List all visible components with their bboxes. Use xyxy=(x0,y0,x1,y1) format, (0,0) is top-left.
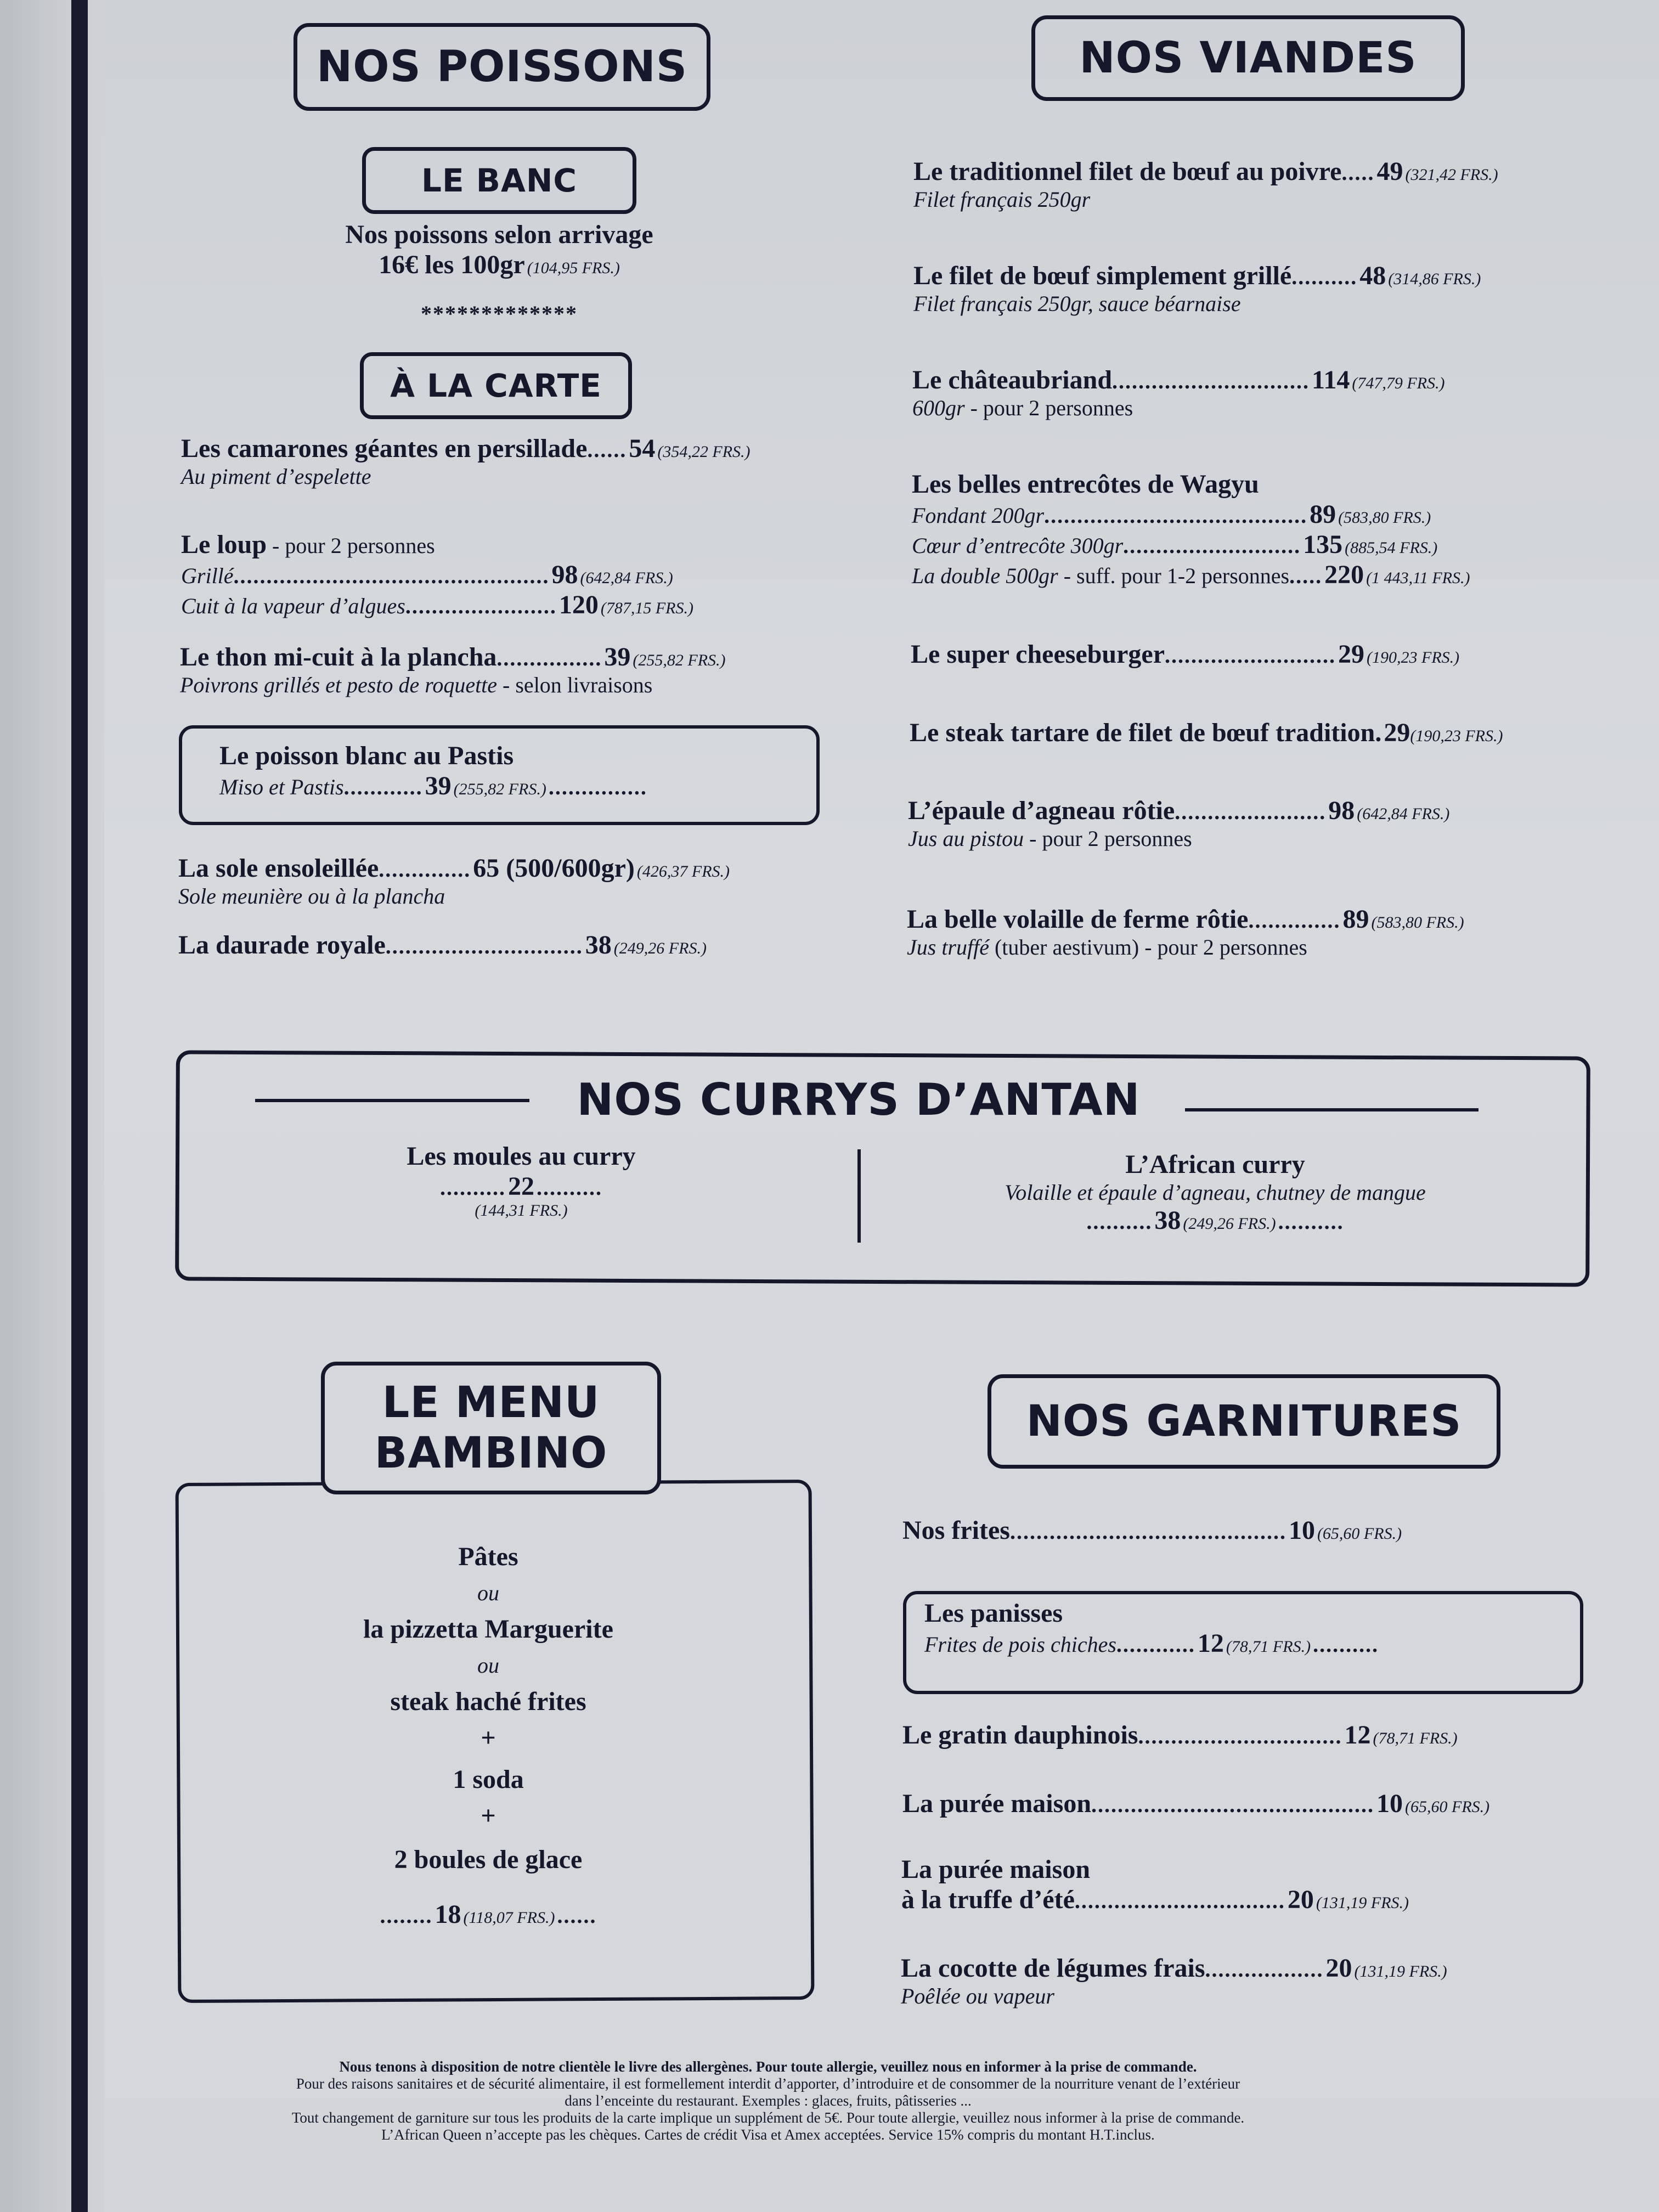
variant-label: Cœur d’entrecôte 300gr xyxy=(912,533,1124,558)
variant-note: - suff. pour 1-2 personnes xyxy=(1058,563,1290,588)
leader-dots: .......... xyxy=(1313,1632,1379,1657)
item-cocotte xyxy=(901,1953,1447,2009)
item-frs: (354,22 FRS.) xyxy=(657,443,751,461)
item-name: L’African curry xyxy=(1125,1150,1305,1179)
variant-frs: (1 443,11 FRS.) xyxy=(1366,569,1470,587)
item-desc: Jus truffé xyxy=(907,935,989,960)
leader-dots: ................................................ xyxy=(233,563,550,588)
bambino-price: 18 xyxy=(435,1900,461,1929)
poissons-heading xyxy=(294,23,710,111)
leader-dots: ..... xyxy=(1341,160,1375,185)
item-desc: Sole meunière ou à la plancha xyxy=(178,884,445,909)
item-frites xyxy=(902,1515,1402,1545)
menu-spine xyxy=(0,0,104,2212)
garnitures-heading xyxy=(988,1374,1500,1469)
item-name: Le super cheeseburger xyxy=(911,640,1165,669)
item-moules xyxy=(340,1141,702,1220)
variant-price: 135 xyxy=(1303,530,1343,559)
footer-line: Tout changement de garniture sur tous les produits de la carte implique un supplément de 5€. Pour toute allergie, veuillez nous informer à la prise de commande. xyxy=(291,2109,1245,2126)
item-frs: (65,60 FRS.) xyxy=(1405,1798,1490,1816)
item-name: La sole ensoleillée xyxy=(178,854,379,883)
item-note: - pour 2 personnes xyxy=(964,396,1133,420)
item-frs: (131,19 FRS.) xyxy=(1316,1894,1409,1912)
leader-dots: ...... xyxy=(557,1903,597,1928)
item-name: La daurade royale xyxy=(178,930,386,960)
item-loup xyxy=(181,529,693,620)
item-frs: (144,31 FRS.) xyxy=(475,1201,568,1220)
bambino-plus: + xyxy=(481,1723,496,1752)
item-price: 20 xyxy=(1287,1885,1314,1914)
item-price: 10 xyxy=(1288,1516,1315,1545)
item-name: Le gratin dauphinois xyxy=(902,1720,1138,1750)
item-desc: 600gr xyxy=(912,396,965,420)
item-price: 22 xyxy=(508,1172,534,1201)
item-puree-truffe xyxy=(901,1854,1409,1915)
carte-heading xyxy=(360,352,632,419)
item-price: 48 xyxy=(1359,261,1386,290)
leader-dots: .............. xyxy=(1248,908,1341,933)
item-name: La purée maison xyxy=(901,1855,1091,1884)
item-desc: Frites de pois chiches xyxy=(924,1632,1116,1657)
bambino-option: steak haché frites xyxy=(390,1687,586,1716)
footer-line: Pour des raisons sanitaires et de sécurité alimentaire, il est formellement interdit d’apporter, d’introduire et de consommer de la nourriture venant de l’extérieur xyxy=(296,2075,1240,2092)
variant-label: Fondant 200gr xyxy=(912,503,1045,528)
item-note: - pour 2 personnes xyxy=(267,533,435,558)
banc-frs: (104,95 FRS.) xyxy=(527,259,620,277)
leader-dots: ............... xyxy=(548,775,647,799)
item-sole xyxy=(178,853,730,909)
currys-title: NOS CURRYS D’ANTAN xyxy=(577,1074,1141,1125)
item-name: Le filet de bœuf simplement grillé xyxy=(913,261,1292,290)
leader-dots: ....................... xyxy=(405,594,557,618)
item-name: Le traditionnel filet de bœuf au poivre xyxy=(913,157,1342,186)
leader-dots: ........................... xyxy=(1123,533,1301,558)
item-name: La purée maison xyxy=(902,1789,1092,1818)
variant-label: La double 500gr xyxy=(912,563,1058,588)
poissons-title: NOS POISSONS xyxy=(316,42,688,92)
variant-label: Grillé xyxy=(181,563,234,588)
item-price: 38 xyxy=(585,930,612,960)
bambino-frs: (118,07 FRS.) xyxy=(463,1909,555,1927)
currys-heading xyxy=(543,1074,1174,1125)
banc-line: Nos poissons selon arrivage xyxy=(345,220,653,249)
variant-label: Cuit à la vapeur d’algues xyxy=(181,594,405,618)
item-tartare xyxy=(910,718,1503,748)
item-frs: (65,60 FRS.) xyxy=(1317,1525,1402,1543)
item-frs: (426,37 FRS.) xyxy=(636,862,730,881)
bambino-dessert: 2 boules de glace xyxy=(394,1845,583,1874)
item-name: Le thon mi-cuit à la plancha xyxy=(180,642,497,672)
leader-dots: .......... xyxy=(537,1175,602,1200)
variant-frs: (885,54 FRS.) xyxy=(1345,539,1438,557)
footer-allergens: Nous tenons à disposition de notre clientèle le livre des allergènes. Pour toute allergie, veuillez nous en informer à la prise de commande. xyxy=(339,2058,1197,2075)
item-price: 39 xyxy=(425,771,452,800)
item-name-cont: à la truffe d’été xyxy=(901,1885,1075,1914)
variant-price: 220 xyxy=(1324,560,1364,589)
footer-line: dans l’enceinte du restaurant. Exemples : glaces, fruits, pâtisseries ... xyxy=(565,2092,972,2109)
bambino-title-line2: BAMBINO xyxy=(374,1429,608,1478)
leader-dots: .......... xyxy=(440,1175,506,1200)
item-frs: (321,42 FRS.) xyxy=(1405,166,1498,184)
leader-dots: ...... xyxy=(587,437,627,462)
footer-line: L’African Queen n’accepte pas les chèques. Cartes de crédit Visa et Amex acceptées. Service 15% compris du montant H.T.inclus. xyxy=(381,2126,1155,2143)
item-camarones xyxy=(181,433,751,489)
separator-stars: ************* xyxy=(421,301,578,326)
variant-frs: (642,84 FRS.) xyxy=(580,569,673,587)
item-frs: (747,79 FRS.) xyxy=(1352,374,1445,392)
bambino-option: la pizzetta Marguerite xyxy=(363,1615,613,1644)
item-frs: (78,71 FRS.) xyxy=(1226,1638,1311,1656)
variant-price: 120 xyxy=(558,590,599,619)
item-frs: (642,84 FRS.) xyxy=(1357,805,1450,823)
item-volaille xyxy=(907,904,1464,960)
leader-dots: ............................... xyxy=(1138,1724,1342,1748)
item-frs: (249,26 FRS.) xyxy=(613,939,707,957)
banc-price: 16€ les 100gr xyxy=(379,250,525,279)
item-puree xyxy=(902,1788,1489,1819)
item-desc: Poêlée ou vapeur xyxy=(901,1984,1054,2008)
footer-notes xyxy=(219,2058,1317,2143)
leader-dots: ....................... xyxy=(1175,799,1327,824)
banc-text xyxy=(307,219,691,326)
item-frs: (255,82 FRS.) xyxy=(633,651,726,669)
leader-dots: ............ xyxy=(343,775,423,799)
currys-rule-right xyxy=(1185,1108,1479,1111)
leader-dots: .............. xyxy=(379,857,471,882)
leader-dots: .............................. xyxy=(1112,369,1310,393)
item-name: La cocotte de légumes frais xyxy=(901,1954,1205,1983)
item-price: 114 xyxy=(1312,365,1350,394)
banc-price-line xyxy=(307,250,691,280)
item-thon xyxy=(180,642,726,698)
variant-price: 98 xyxy=(551,560,578,589)
item-african-curry xyxy=(900,1149,1531,1235)
bambino-or: ou xyxy=(477,1581,499,1605)
item-name: Les belles entrecôtes de Wagyu xyxy=(912,470,1259,499)
item-name: Les moules au curry xyxy=(407,1142,636,1171)
item-price: 10 xyxy=(1376,1789,1403,1818)
viandes-heading xyxy=(1031,15,1465,101)
leader-dots: ................ xyxy=(496,646,602,670)
bambino-title-line1: LE MENU xyxy=(382,1378,600,1427)
bambino-or: ou xyxy=(477,1653,499,1678)
item-desc: Filet français 250gr, sauce béarnaise xyxy=(913,291,1241,316)
item-desc: Volaille et épaule d’agneau, chutney de mangue xyxy=(1005,1180,1426,1205)
item-name: Le loup xyxy=(181,530,267,559)
leader-dots: ........ xyxy=(380,1903,433,1928)
item-note: - pour 2 personnes xyxy=(1024,826,1192,851)
carte-title: À LA CARTE xyxy=(390,367,602,404)
item-cheeseburger xyxy=(911,639,1459,669)
item-filet-grille xyxy=(913,261,1481,317)
item-gratin xyxy=(902,1720,1458,1750)
item-desc: Miso et Pastis xyxy=(219,775,344,799)
bambino-content xyxy=(274,1539,702,1939)
leader-dots: .......................................... xyxy=(1009,1519,1286,1544)
item-name: L’épaule d’agneau rôtie xyxy=(908,796,1175,825)
item-desc: Jus au pistou xyxy=(908,826,1024,851)
item-name: Le steak tartare de filet de bœuf tradition. xyxy=(910,718,1382,747)
banc-title: LE BANC xyxy=(421,162,577,199)
item-price: 12 xyxy=(1344,1720,1371,1750)
item-name: Nos frites xyxy=(902,1516,1010,1545)
garnitures-title: NOS GARNITURES xyxy=(1026,1397,1462,1446)
variant-frs: (583,80 FRS.) xyxy=(1338,509,1431,527)
leader-dots: ........................................ xyxy=(1044,503,1308,528)
item-price: 29 xyxy=(1338,640,1365,669)
item-pastis xyxy=(219,741,647,801)
item-price: 39 xyxy=(604,642,631,672)
leader-dots: ............ xyxy=(1116,1632,1195,1657)
leader-dots: ..... xyxy=(1289,563,1323,588)
item-frs: (190,23 FRS.) xyxy=(1367,648,1460,667)
bambino-drink: 1 soda xyxy=(453,1765,524,1794)
item-frs: (249,26 FRS.) xyxy=(1183,1215,1276,1233)
item-name: La belle volaille de ferme rôtie xyxy=(907,905,1249,934)
leader-dots: .......... xyxy=(1291,264,1358,289)
item-daurade xyxy=(178,930,707,960)
item-name: Le poisson blanc au Pastis xyxy=(219,741,514,770)
item-price: 89 xyxy=(1342,905,1369,934)
item-frs: (583,80 FRS.) xyxy=(1371,913,1464,932)
leader-dots: .......... xyxy=(1278,1209,1344,1234)
item-chateaubriand xyxy=(912,365,1445,421)
item-frs: (78,71 FRS.) xyxy=(1373,1729,1458,1747)
item-desc: Filet français 250gr xyxy=(913,187,1091,212)
spine-binding xyxy=(71,0,88,2212)
item-wagyu xyxy=(912,469,1470,590)
leader-dots: .............................. xyxy=(385,934,583,958)
item-panisses xyxy=(924,1598,1379,1658)
item-name: Les camarones géantes en persillade xyxy=(181,434,588,463)
item-name: Les panisses xyxy=(924,1599,1063,1628)
viandes-title: NOS VIANDES xyxy=(1079,33,1417,83)
variant-price: 89 xyxy=(1310,500,1336,529)
item-price: 29 xyxy=(1384,718,1410,747)
bambino-heading xyxy=(321,1362,661,1494)
leader-dots: .................. xyxy=(1205,1957,1324,1982)
leader-dots: ................................ xyxy=(1074,1888,1285,1913)
item-price: 38 xyxy=(1154,1206,1181,1235)
item-price: 98 xyxy=(1328,796,1355,825)
item-filet-poivre xyxy=(913,156,1498,212)
banc-heading xyxy=(362,147,636,214)
item-frs: (314,86 FRS.) xyxy=(1388,270,1481,288)
leader-dots: .......................... xyxy=(1165,643,1336,668)
item-name: Le châteaubriand xyxy=(912,365,1113,394)
currys-divider xyxy=(857,1149,861,1243)
bambino-option: Pâtes xyxy=(458,1542,518,1571)
item-price: 65 (500/600gr) xyxy=(473,854,635,883)
variant-frs: (787,15 FRS.) xyxy=(600,599,693,617)
item-price: 54 xyxy=(629,434,656,463)
currys-rule-left xyxy=(255,1099,529,1102)
item-note: (tuber aestivum) - pour 2 personnes xyxy=(989,935,1307,960)
bambino-plus: + xyxy=(481,1801,496,1830)
item-agneau xyxy=(908,795,1449,851)
leader-dots: .......... xyxy=(1086,1209,1153,1234)
item-note: - selon livraisons xyxy=(497,673,653,697)
item-price: 49 xyxy=(1376,157,1403,186)
item-desc: Poivrons grillés et pesto de roquette xyxy=(180,673,498,697)
item-frs: (255,82 FRS.) xyxy=(453,780,546,798)
leader-dots: ........................................... xyxy=(1091,1792,1375,1817)
item-frs: (131,19 FRS.) xyxy=(1354,1962,1447,1980)
item-desc: Au piment d’espelette xyxy=(181,464,371,489)
item-price: 12 xyxy=(1197,1629,1224,1658)
item-frs: (190,23 FRS.) xyxy=(1410,727,1503,745)
item-price: 20 xyxy=(1325,1954,1352,1983)
